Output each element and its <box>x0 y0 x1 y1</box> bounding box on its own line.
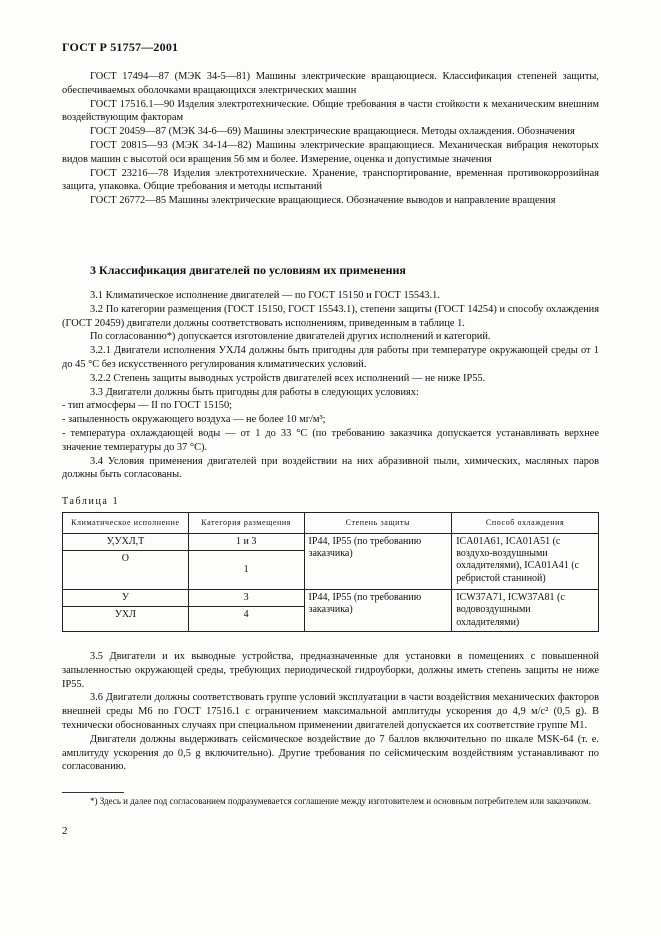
normative-references <box>62 70 599 208</box>
table-1 <box>62 512 599 632</box>
footnote-text: *) Здесь и далее под согласованием подразумевается соглашение между изготовителем и основным потребителем или заказчиком. <box>90 796 591 806</box>
clause-3-2-1: 3.2.1 Двигатели исполнения УХЛ4 должны быть пригодны для работы при температуре окружающей среды от 1 до 45 °С без искусственного регулирования климатических условий. <box>62 345 599 370</box>
condition-item: - запыленность окружающего воздуха — не более 10 мг/м³; <box>62 414 326 426</box>
table-cell: 1 <box>188 551 304 590</box>
reference-item: ГОСТ 20815—93 (МЭК 34-14—82) Машины электрические вращающиеся. Механическая вибрация некоторых видов машин с высотой оси вращения 56 мм и более. Измерение, оценка и допустимые значения <box>62 139 599 165</box>
condition-item: - тип атмосферы — II по ГОСТ 15150; <box>62 400 233 412</box>
reference-item: ГОСТ 17516.1—90 Изделия электротехнические. Общие требования в части стойкости к механическим внешним воздействующим факторам <box>62 98 599 124</box>
table-cell: ICA01A61, ICA01A51 (с воздухо-воздушными охладителями), ICA01A41 (с ребристой станиной) <box>452 534 599 590</box>
header-cooling: Способ охлаждения <box>452 513 599 534</box>
reference-item: ГОСТ 20459—87 (МЭК 34-6—69) Машины электрические вращающиеся. Методы охлаждения. Обозначения <box>90 126 575 138</box>
clause-3-2-2: 3.2.2 Степень защиты выводных устройств двигателей всех исполнений — не ниже IP55. <box>90 372 486 384</box>
table-cell: IP44, IP55 (по требованию заказчика) <box>304 590 452 632</box>
clause-agreement: По согласованию*) допускается изготовление двигателей других исполнений и категорий. <box>90 331 491 343</box>
table-cell: 1 и 3 <box>188 534 304 551</box>
clause-3-1: 3.1 Климатическое исполнение двигателей — по ГОСТ 15150 и ГОСТ 15543.1. <box>90 290 440 301</box>
table-cell: 4 <box>188 607 304 632</box>
footnote-divider <box>62 792 124 793</box>
clause-seismic: Двигатели должны выдерживать сейсмическое воздействие до 7 баллов включительно по шкале MSK-64 (т. е. амплитуду ускорения до 0,5 g включительно). Другие требования по сейсмическим воздействиям устанавливают по согласованию. <box>62 733 599 773</box>
section-body-upper <box>62 289 599 482</box>
header-protection: Степень защиты <box>304 513 452 534</box>
header-category: Категория размещения <box>188 513 304 534</box>
table-caption: Таблица 1 <box>62 496 120 507</box>
table-header-row <box>63 513 599 534</box>
page-number: 2 <box>62 825 68 837</box>
clause-3-5: 3.5 Двигатели и их выводные устройства, предназначенные для установки в помещениях с повышенной запыленностью окружающей среды, требующих периодической гидроуборки, должны иметь степень защиты не ниже IP55. <box>62 651 599 690</box>
clause-3-3: 3.3 Двигатели должны быть пригодны для работы в следующих условиях: <box>90 386 419 398</box>
clause-3-2: 3.2 По категории размещения (ГОСТ 15150, ГОСТ 15543.1), степени защиты (ГОСТ 14254) и способу охлаждения (ГОСТ 20459) двигатели должны соответствовать исполнениям, приведенным в таблице 1. <box>62 303 599 329</box>
section-title: 3 Классификация двигателей по условиям их применения <box>90 263 406 277</box>
table-cell: О <box>63 551 189 590</box>
table-cell: 3 <box>188 590 304 607</box>
reference-item: ГОСТ 17494—87 (МЭК 34-5—81) Машины электрические вращающиеся. Классификация степеней защиты, обеспечиваемых оболочками вращающихся электрических машин <box>62 71 599 96</box>
clause-3-6: 3.6 Двигатели должны соответствовать группе условий эксплуатации в части воздействия механических факторов внешней среды М6 по ГОСТ 17516.1 с ограничением максимальной амплитуды ускорения до 4,9 м/с² (0,5 g). В технически обоснованных случаях при специальном применении двигателей допускается их соответствие группе М1. <box>62 692 599 731</box>
table-cell: У,УХЛ,Т <box>63 534 189 551</box>
table-cell: У <box>63 590 189 607</box>
table-row <box>63 590 599 607</box>
table-cell: УХЛ <box>63 607 189 632</box>
section-body-lower <box>62 650 599 774</box>
table-cell: ICW37A71, ICW37A81 (с водовоздушными охладителями) <box>452 590 599 632</box>
table-cell: IP44, IP55 (по требованию заказчика) <box>304 534 452 590</box>
clause-3-4: 3.4 Условия применения двигателей при воздействии на них абразивной пыли, химических, масляных паров должны быть согласованы. <box>62 455 599 481</box>
reference-item: ГОСТ 26772—85 Машины электрические вращающиеся. Обозначение выводов и направление вращения <box>90 195 556 207</box>
condition-item: - температура охлаждающей воды — от 1 до 33 °С (по требованию заказчика допускается устанавливать верхнее значение температуры до 37 °С). <box>62 427 599 453</box>
header-climate: Климатическое исполнение <box>63 513 189 534</box>
document-header: ГОСТ Р 51757—2001 <box>62 40 179 54</box>
reference-item: ГОСТ 23216—78 Изделия электротехнические. Хранение, транспортирование, временная противокоррозийная защита, упаковка. Общие требования и методы испытаний <box>62 167 599 193</box>
footnote <box>62 795 599 808</box>
table-row <box>63 534 599 551</box>
